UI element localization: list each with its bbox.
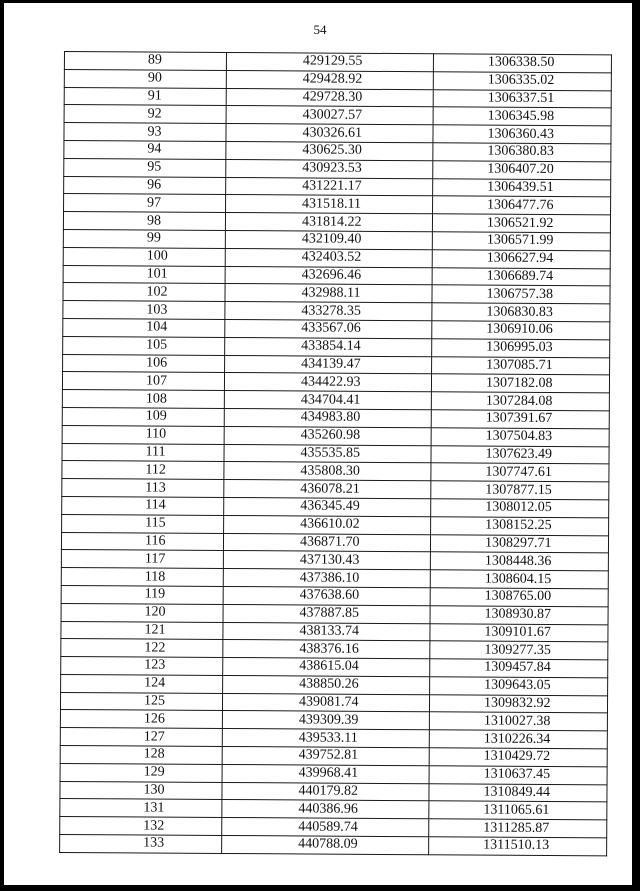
y-coordinate-cell: 1308930.87	[430, 605, 608, 624]
point-number-cell: 110	[62, 425, 224, 444]
x-coordinate-cell: 439309.39	[222, 711, 429, 730]
point-number-cell: 113	[62, 479, 224, 498]
point-number-cell: 108	[62, 390, 224, 409]
y-coordinate-cell: 1306757.38	[432, 285, 610, 304]
point-number-cell: 116	[61, 532, 223, 551]
point-number-cell: 112	[62, 461, 224, 480]
coordinate-table	[59, 51, 612, 856]
point-number-cell: 126	[60, 710, 222, 729]
y-coordinate-cell: 1306439.51	[433, 178, 611, 197]
point-number-cell: 101	[63, 265, 225, 284]
y-coordinate-cell: 1307623.49	[431, 445, 609, 464]
x-coordinate-cell: 432988.11	[225, 284, 432, 303]
point-number-cell: 133	[60, 835, 222, 854]
x-coordinate-cell: 438376.16	[223, 640, 430, 659]
y-coordinate-cell: 1306830.83	[432, 303, 610, 322]
y-coordinate-cell: 1308448.36	[430, 552, 608, 571]
point-number-cell: 105	[63, 336, 225, 355]
y-coordinate-cell: 1306407.20	[433, 161, 611, 180]
y-coordinate-cell: 1310637.45	[429, 766, 607, 785]
y-coordinate-cell: 1306571.99	[432, 232, 610, 251]
y-coordinate-cell: 1309277.35	[430, 641, 608, 660]
y-coordinate-cell: 1307747.61	[431, 463, 609, 482]
y-coordinate-cell: 1307085.71	[432, 356, 610, 375]
x-coordinate-cell: 429728.30	[226, 88, 433, 107]
x-coordinate-cell: 439081.74	[222, 693, 429, 712]
coordinate-table-body	[60, 52, 612, 856]
x-coordinate-cell: 435808.30	[224, 462, 431, 481]
x-coordinate-cell: 437638.60	[223, 586, 430, 605]
y-coordinate-cell: 1306627.94	[432, 250, 610, 269]
y-coordinate-cell: 1306335.02	[433, 72, 611, 91]
y-coordinate-cell: 1309101.67	[430, 623, 608, 642]
point-number-cell: 92	[64, 105, 226, 124]
x-coordinate-cell: 434983.80	[224, 408, 431, 427]
point-number-cell: 104	[63, 318, 225, 337]
y-coordinate-cell: 1308297.71	[430, 534, 608, 553]
point-number-cell: 129	[60, 763, 222, 782]
point-number-cell: 98	[63, 212, 225, 231]
point-number-cell: 97	[64, 194, 226, 213]
x-coordinate-cell: 436078.21	[224, 480, 431, 499]
x-coordinate-cell: 434139.47	[225, 355, 432, 374]
y-coordinate-cell: 1306380.83	[433, 143, 611, 162]
y-coordinate-cell: 1308604.15	[430, 570, 608, 589]
y-coordinate-cell: 1307877.15	[431, 481, 609, 500]
x-coordinate-cell: 437887.85	[223, 604, 430, 623]
y-coordinate-cell: 1310226.34	[429, 730, 607, 749]
point-number-cell: 99	[63, 229, 225, 248]
point-number-cell: 109	[62, 407, 224, 426]
x-coordinate-cell: 435535.85	[224, 444, 431, 463]
x-coordinate-cell: 440179.82	[222, 782, 429, 801]
y-coordinate-cell: 1310849.44	[429, 783, 607, 802]
x-coordinate-cell: 435260.98	[224, 426, 431, 445]
y-coordinate-cell: 1309643.05	[430, 677, 608, 696]
point-number-cell: 94	[64, 140, 226, 159]
y-coordinate-cell: 1306337.51	[433, 89, 611, 108]
x-coordinate-cell: 434422.93	[224, 373, 431, 392]
x-coordinate-cell: 433278.35	[225, 302, 432, 321]
x-coordinate-cell: 438850.26	[223, 675, 430, 694]
x-coordinate-cell: 436345.49	[224, 497, 431, 516]
point-number-cell: 111	[62, 443, 224, 462]
x-coordinate-cell: 439533.11	[222, 729, 429, 748]
y-coordinate-cell: 1308765.00	[430, 588, 608, 607]
y-coordinate-cell: 1311285.87	[429, 819, 607, 838]
x-coordinate-cell: 438615.04	[223, 658, 430, 677]
point-number-cell: 91	[64, 87, 226, 106]
point-number-cell: 96	[64, 176, 226, 195]
point-number-cell: 123	[61, 657, 223, 676]
x-coordinate-cell: 432696.46	[225, 266, 432, 285]
point-number-cell: 128	[60, 746, 222, 765]
point-number-cell: 124	[61, 674, 223, 693]
y-coordinate-cell: 1308152.25	[431, 516, 609, 535]
point-number-cell: 93	[64, 123, 226, 142]
point-number-cell: 114	[62, 496, 224, 515]
x-coordinate-cell: 432109.40	[225, 230, 432, 249]
point-number-cell: 118	[61, 568, 223, 587]
coordinate-table-container	[59, 51, 611, 856]
x-coordinate-cell: 440386.96	[222, 800, 429, 819]
x-coordinate-cell: 436610.02	[224, 515, 431, 534]
y-coordinate-cell: 1307504.83	[431, 427, 609, 446]
x-coordinate-cell: 440589.74	[222, 818, 429, 837]
point-number-cell: 90	[64, 69, 226, 88]
y-coordinate-cell: 1310027.38	[429, 712, 607, 731]
table-row	[60, 835, 607, 856]
x-coordinate-cell: 438133.74	[223, 622, 430, 641]
point-number-cell: 95	[64, 158, 226, 177]
x-coordinate-cell: 439968.41	[222, 764, 429, 783]
y-coordinate-cell: 1306477.76	[433, 196, 611, 215]
y-coordinate-cell: 1309457.84	[430, 659, 608, 678]
x-coordinate-cell: 430625.30	[226, 141, 433, 160]
y-coordinate-cell: 1306338.50	[433, 54, 611, 73]
x-coordinate-cell: 430326.61	[226, 124, 433, 143]
point-number-cell: 117	[61, 550, 223, 569]
x-coordinate-cell: 431221.17	[226, 177, 433, 196]
x-coordinate-cell: 437386.10	[223, 569, 430, 588]
y-coordinate-cell: 1310429.72	[429, 748, 607, 767]
y-coordinate-cell: 1306689.74	[432, 267, 610, 286]
y-coordinate-cell: 1311510.13	[429, 837, 607, 856]
x-coordinate-cell: 434704.41	[224, 391, 431, 410]
point-number-cell: 132	[60, 817, 222, 836]
y-coordinate-cell: 1307391.67	[431, 410, 609, 429]
point-number-cell: 106	[63, 354, 225, 373]
point-number-cell: 125	[60, 692, 222, 711]
x-coordinate-cell: 430027.57	[226, 106, 433, 125]
x-coordinate-cell: 431814.22	[225, 213, 432, 232]
x-coordinate-cell: 431518.11	[226, 195, 433, 214]
page-number: 54	[313, 22, 327, 37]
y-coordinate-cell: 1306360.43	[433, 125, 611, 144]
x-coordinate-cell: 439752.81	[222, 747, 429, 766]
point-number-cell: 119	[61, 585, 223, 604]
y-coordinate-cell: 1309832.92	[429, 694, 607, 713]
point-number-cell: 120	[61, 603, 223, 622]
y-coordinate-cell: 1311065.61	[429, 801, 607, 820]
x-coordinate-cell: 429428.92	[226, 70, 433, 89]
point-number-cell: 100	[63, 247, 225, 266]
point-number-cell: 131	[60, 799, 222, 818]
point-number-cell: 107	[62, 372, 224, 391]
point-number-cell: 121	[61, 621, 223, 640]
y-coordinate-cell: 1308012.05	[431, 499, 609, 518]
y-coordinate-cell: 1306910.06	[432, 321, 610, 340]
x-coordinate-cell: 429129.55	[226, 52, 433, 71]
point-number-cell: 103	[63, 301, 225, 320]
x-coordinate-cell: 433854.14	[225, 337, 432, 356]
point-number-cell: 130	[60, 781, 222, 800]
x-coordinate-cell: 436871.70	[223, 533, 430, 552]
y-coordinate-cell: 1307182.08	[431, 374, 609, 393]
y-coordinate-cell: 1307284.08	[431, 392, 609, 411]
y-coordinate-cell: 1306521.92	[432, 214, 610, 233]
x-coordinate-cell: 432403.52	[225, 248, 432, 267]
x-coordinate-cell: 440788.09	[222, 836, 429, 855]
point-number-cell: 102	[63, 283, 225, 302]
x-coordinate-cell: 430923.53	[226, 159, 433, 178]
x-coordinate-cell: 433567.06	[225, 319, 432, 338]
point-number-cell: 115	[62, 514, 224, 533]
y-coordinate-cell: 1306995.03	[432, 339, 610, 358]
point-number-cell: 89	[64, 52, 226, 71]
x-coordinate-cell: 437130.43	[223, 551, 430, 570]
y-coordinate-cell: 1306345.98	[433, 107, 611, 126]
point-number-cell: 127	[60, 728, 222, 747]
point-number-cell: 122	[61, 639, 223, 658]
